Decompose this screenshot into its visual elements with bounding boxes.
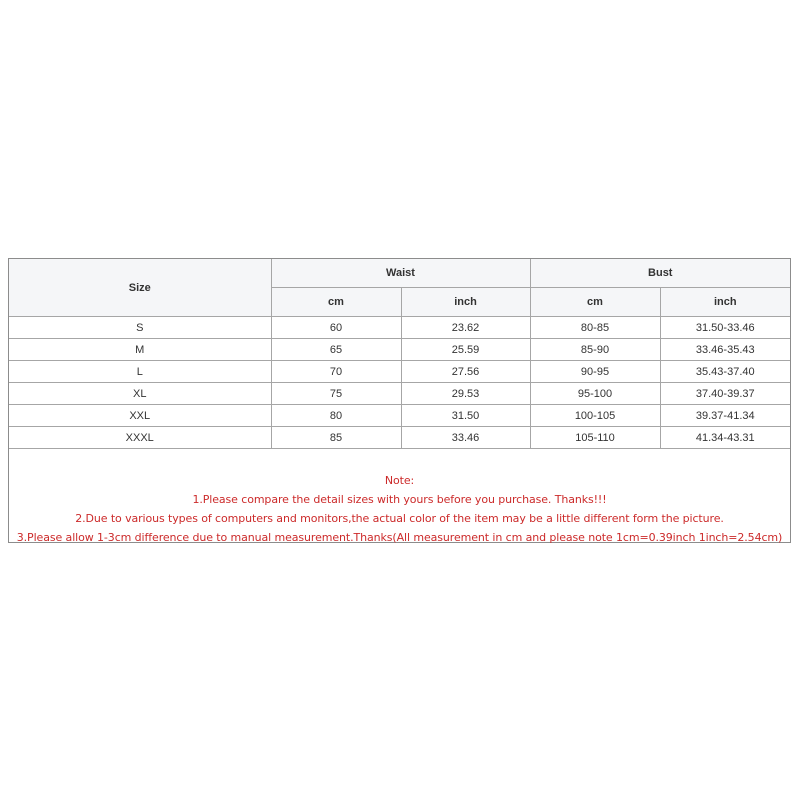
- table-cell: 23.62: [401, 317, 530, 339]
- note-line: 1.Please compare the detail sizes with yours before you purchase. Thanks!!!: [192, 493, 607, 506]
- note-line: 2.Due to various types of computers and monitors,the actual color of the item may be a little different form the picture.: [75, 512, 724, 525]
- table-cell: 85-90: [530, 339, 660, 361]
- table-cell: 85: [271, 427, 401, 449]
- table-cell: 95-100: [530, 383, 660, 405]
- bust-header: Bust: [530, 259, 790, 288]
- table-cell: 90-95: [530, 361, 660, 383]
- table-cell: 37.40-39.37: [660, 383, 790, 405]
- size-cell: XXXL: [9, 427, 271, 449]
- size-header: Size: [9, 259, 271, 317]
- table-row: [9, 317, 790, 339]
- table-cell: 80: [271, 405, 401, 427]
- table-cell: 33.46: [401, 427, 530, 449]
- table-cell: 31.50: [401, 405, 530, 427]
- table-cell: 41.34-43.31: [660, 427, 790, 449]
- table-cell: 29.53: [401, 383, 530, 405]
- table-cell: 27.56: [401, 361, 530, 383]
- table-cell: 60: [271, 317, 401, 339]
- size-cell: XL: [9, 383, 271, 405]
- notes: [9, 471, 790, 547]
- table-cell: 75: [271, 383, 401, 405]
- size-cell: L: [9, 361, 271, 383]
- table-cell: 33.46-35.43: [660, 339, 790, 361]
- waist-inch-header: inch: [401, 288, 530, 317]
- table-row: [9, 405, 790, 427]
- table-cell: 39.37-41.34: [660, 405, 790, 427]
- size-cell: S: [9, 317, 271, 339]
- table-header-row: [9, 259, 790, 288]
- waist-cm-header: cm: [271, 288, 401, 317]
- size-cell: M: [9, 339, 271, 361]
- table-cell: 65: [271, 339, 401, 361]
- table-row: [9, 383, 790, 405]
- size-table: [9, 259, 790, 449]
- table-cell: 31.50-33.46: [660, 317, 790, 339]
- bust-inch-header: inch: [660, 288, 790, 317]
- table-row: [9, 361, 790, 383]
- table-cell: 70: [271, 361, 401, 383]
- table-body: [9, 317, 790, 449]
- note-line: 3.Please allow 1-3cm difference due to manual measurement.Thanks(All measurement in cm and please note 1cm=0.39inch 1inch=2.54cm): [16, 531, 783, 544]
- table-cell: 35.43-37.40: [660, 361, 790, 383]
- table-cell: 100-105: [530, 405, 660, 427]
- bust-cm-header: cm: [530, 288, 660, 317]
- table-row: [9, 427, 790, 449]
- table-row: [9, 339, 790, 361]
- note-title: Note:: [384, 474, 415, 487]
- waist-header: Waist: [271, 259, 530, 288]
- table-cell: 80-85: [530, 317, 660, 339]
- size-chart: [8, 258, 791, 543]
- size-cell: XXL: [9, 405, 271, 427]
- table-cell: 25.59: [401, 339, 530, 361]
- table-cell: 105-110: [530, 427, 660, 449]
